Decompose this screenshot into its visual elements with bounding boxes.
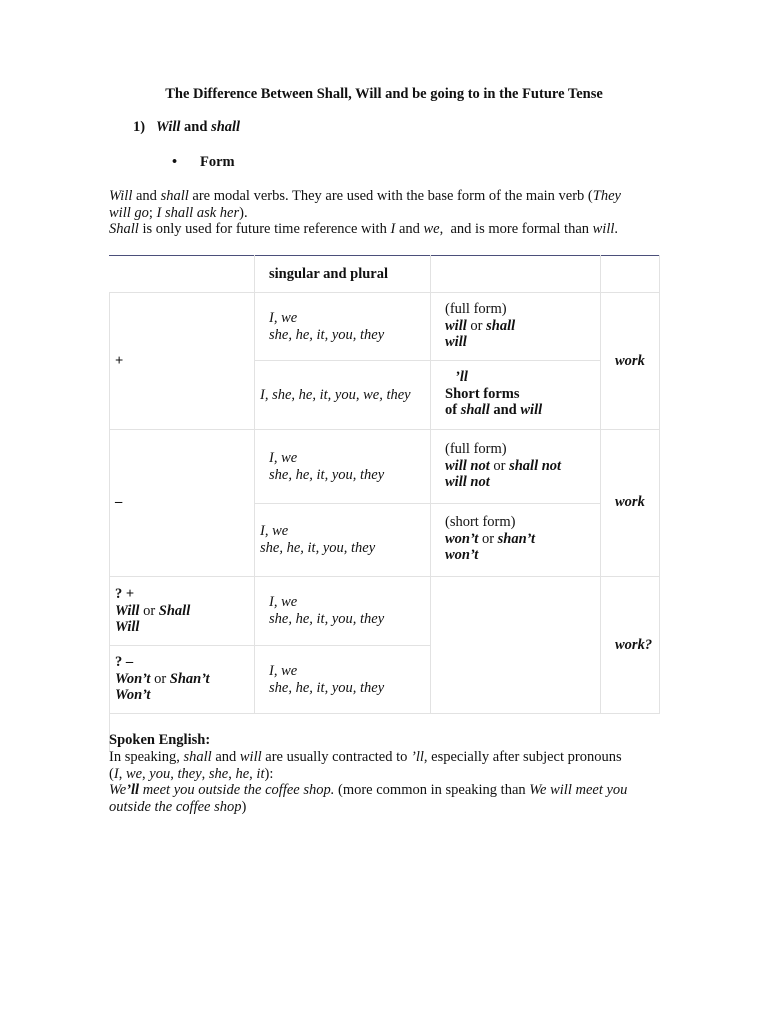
question-wont-2: Won’t bbox=[115, 687, 151, 703]
question-shall: Shall bbox=[158, 602, 191, 619]
question-or: or bbox=[150, 670, 170, 687]
form-label: (full form) bbox=[445, 441, 507, 457]
form-label: (short form) bbox=[445, 514, 516, 530]
pronoun-i: I bbox=[113, 766, 119, 782]
form-wont: won’t bbox=[445, 530, 479, 547]
spoken-text: , especially after subject pronouns bbox=[423, 749, 622, 765]
subject-i: I bbox=[269, 450, 274, 466]
pronoun-she: she bbox=[208, 766, 229, 782]
intro-will: Will bbox=[109, 188, 133, 204]
positive-subjects-2: I, she, he, it, you, we, they bbox=[260, 387, 411, 403]
question-positive-label bbox=[115, 586, 190, 636]
example-full: outside the coffee shop bbox=[109, 799, 242, 815]
question-wont: Won’t bbox=[115, 670, 151, 687]
paren: ): bbox=[264, 766, 274, 782]
subject-i: I bbox=[260, 523, 265, 539]
intro-text: is only used for future time reference with bbox=[138, 221, 391, 237]
negative-full-form bbox=[445, 441, 561, 491]
intro-i: I bbox=[390, 221, 396, 237]
intro-example: I shall ask her bbox=[156, 205, 240, 221]
pronoun-they: they bbox=[177, 766, 202, 782]
example-ll: ’ll bbox=[126, 782, 140, 798]
intro-text: ; bbox=[148, 205, 157, 221]
intro-text: ). bbox=[239, 205, 248, 221]
intro-example: will go bbox=[109, 205, 149, 221]
form-will-not-2: will not bbox=[445, 474, 490, 490]
negative-short-form bbox=[445, 514, 535, 564]
contraction-ll: ’ll bbox=[455, 369, 468, 385]
subject-we: , we bbox=[264, 523, 289, 539]
subject-we: , we bbox=[273, 663, 298, 679]
example-we: We bbox=[109, 782, 127, 798]
subject-we: , we bbox=[273, 450, 298, 466]
table-header: singular and plural bbox=[269, 266, 389, 282]
question-will: Will bbox=[115, 602, 140, 619]
subject-i: I bbox=[269, 594, 274, 610]
pronoun-it: it bbox=[256, 766, 265, 782]
table-vline bbox=[659, 255, 660, 714]
example-full: We will meet you bbox=[529, 782, 628, 798]
comma: , bbox=[142, 766, 150, 782]
form-bullet bbox=[172, 154, 235, 171]
spoken-text: are usually contracted to bbox=[261, 749, 412, 765]
spoken-line-3 bbox=[109, 782, 669, 799]
question-verb: work? bbox=[615, 637, 653, 653]
negative-verb: work bbox=[615, 494, 645, 510]
spoken-text: and bbox=[211, 749, 240, 765]
question-sign: ? – bbox=[115, 654, 134, 670]
comma: , bbox=[118, 766, 126, 782]
spoken-line-2 bbox=[109, 766, 669, 783]
intro-text: and bbox=[395, 221, 424, 237]
subject-we: , we bbox=[273, 594, 298, 610]
comma: , bbox=[201, 766, 209, 782]
positive-subjects-1 bbox=[269, 310, 384, 343]
form-table bbox=[109, 255, 660, 714]
intro-text: and bbox=[132, 188, 161, 204]
form-shant: shan’t bbox=[497, 530, 535, 547]
section-number: 1) bbox=[133, 119, 146, 135]
subject-others: she, he, it, you, they bbox=[260, 539, 376, 556]
intro-we: we bbox=[423, 221, 440, 237]
negative-sign: – bbox=[115, 494, 123, 510]
intro-text: are modal verbs. They are used with the base form of the main verb ( bbox=[188, 188, 593, 204]
subject-others: she, he, it, you, they bbox=[269, 466, 385, 483]
question-positive-subjects bbox=[269, 594, 384, 627]
form-shall: shall bbox=[486, 317, 516, 334]
form-or: or bbox=[466, 317, 487, 334]
spoken-line-4 bbox=[109, 799, 669, 816]
positive-sign: + bbox=[115, 353, 124, 369]
intro-line-1 bbox=[109, 188, 669, 205]
subject-i: I bbox=[269, 663, 274, 679]
pronoun-you: you bbox=[149, 766, 171, 782]
spoken-line-1 bbox=[109, 749, 669, 766]
short-will: will bbox=[520, 402, 543, 418]
paren: ( bbox=[109, 766, 114, 782]
subject-others: she, he, it, you, they bbox=[269, 326, 385, 343]
short-of: of bbox=[445, 402, 461, 418]
intro-example: They bbox=[592, 188, 621, 204]
positive-short-forms bbox=[445, 369, 542, 419]
table-hline bbox=[109, 713, 660, 714]
subject-i: I bbox=[269, 310, 274, 326]
subject-we: , we bbox=[273, 310, 298, 326]
comma: , bbox=[228, 766, 236, 782]
intro-line-3 bbox=[109, 221, 669, 238]
question-or: or bbox=[139, 602, 159, 619]
subject-others: she, he, it, you, they bbox=[269, 610, 385, 627]
paren: ) bbox=[241, 799, 247, 815]
question-will-2: Will bbox=[115, 619, 140, 635]
form-label: (full form) bbox=[445, 301, 507, 317]
table-hline bbox=[109, 576, 660, 577]
spoken-will: will bbox=[239, 749, 262, 765]
table-top-border bbox=[109, 255, 660, 256]
comma: , bbox=[249, 766, 257, 782]
form-or: or bbox=[489, 457, 510, 474]
positive-full-form bbox=[445, 301, 515, 351]
bullet-label: Form bbox=[200, 154, 235, 170]
table-hline bbox=[109, 645, 430, 646]
section-will: Will bbox=[155, 119, 181, 135]
form-will: will bbox=[445, 317, 467, 334]
page-title: The Difference Between Shall, Will and be going to in the Future Tense bbox=[165, 86, 603, 102]
form-will-2: will bbox=[445, 334, 467, 350]
form-will-not: will not bbox=[445, 457, 490, 474]
table-hline bbox=[254, 360, 600, 361]
short-shall: shall bbox=[460, 402, 490, 418]
table-vline bbox=[600, 255, 601, 714]
question-negative-label bbox=[115, 654, 210, 704]
section-and: and bbox=[184, 119, 208, 135]
table-hline bbox=[109, 292, 660, 293]
table-hline bbox=[254, 503, 600, 504]
question-negative-subjects bbox=[269, 663, 384, 696]
intro-line-2 bbox=[109, 205, 669, 222]
spoken-contraction: ’ll bbox=[411, 749, 424, 765]
table-vline bbox=[109, 292, 110, 751]
short-and: and bbox=[489, 402, 521, 418]
intro-will: will bbox=[592, 221, 615, 237]
intro-shall: Shall bbox=[109, 221, 139, 237]
intro-text: . bbox=[614, 221, 619, 237]
intro-shall: shall bbox=[160, 188, 189, 204]
spoken-text: In speaking, bbox=[109, 749, 184, 765]
negative-subjects-2 bbox=[260, 523, 375, 556]
pronoun-we: we bbox=[125, 766, 143, 782]
positive-verb: work bbox=[615, 353, 645, 369]
section-heading bbox=[133, 119, 240, 136]
spoken-heading: Spoken English: bbox=[109, 732, 211, 748]
comma: , bbox=[170, 766, 178, 782]
example-rest: meet you outside the coffee shop. bbox=[139, 782, 335, 798]
negative-subjects-1 bbox=[269, 450, 384, 483]
short-forms-label: Short forms bbox=[445, 385, 520, 402]
subject-others: she, he, it, you, they bbox=[269, 679, 385, 696]
section-shall: shall bbox=[211, 119, 241, 135]
pronoun-he: he bbox=[235, 766, 250, 782]
table-vline bbox=[430, 255, 431, 714]
question-sign: ? + bbox=[115, 586, 135, 602]
spoken-text: (more common in speaking than bbox=[334, 782, 530, 798]
intro-text: , and is more formal than bbox=[439, 221, 593, 237]
form-or: or bbox=[478, 530, 498, 547]
form-wont-2: won’t bbox=[445, 547, 479, 563]
spoken-shall: shall bbox=[183, 749, 212, 765]
form-shall-not: shall not bbox=[509, 457, 562, 474]
question-shant: Shan’t bbox=[169, 670, 210, 687]
table-hline bbox=[109, 429, 660, 430]
bullet-icon: • bbox=[172, 154, 178, 170]
